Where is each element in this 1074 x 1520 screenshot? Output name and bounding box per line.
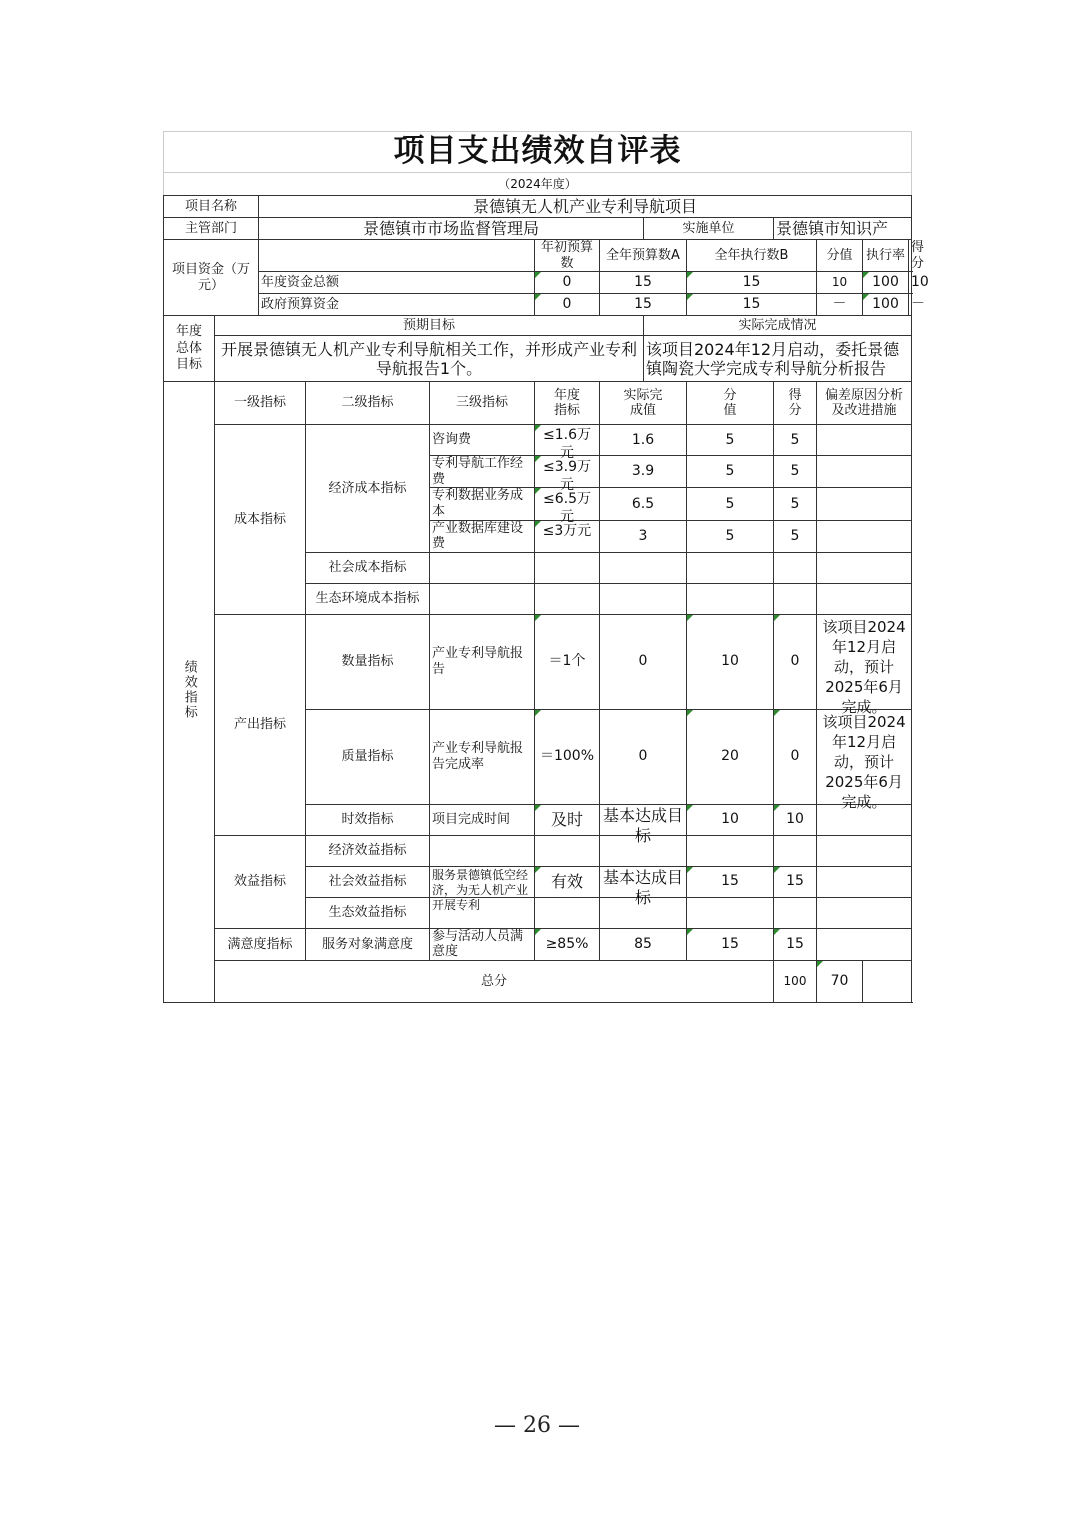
goal-actual-header: 实际完成情况	[644, 316, 912, 336]
funds-score: －	[909, 294, 912, 316]
indicator-actual: 6.5	[600, 488, 687, 520]
indicator-score: 5	[774, 488, 817, 520]
benefit-eco-level2: 生态效益指标	[306, 897, 430, 928]
indicator-score: 0	[774, 709, 817, 804]
indicator-target	[535, 583, 600, 614]
indicator-actual: 0	[600, 614, 687, 709]
project-name: 景德镇无人机产业专利导航项目	[259, 196, 912, 218]
funds-rate: 100	[863, 272, 909, 294]
total-value: 100	[774, 960, 817, 1002]
unit-label: 实施单位	[644, 218, 774, 240]
indicator-name: 产业专利导航报告	[430, 614, 535, 709]
indicator-value: 5	[687, 488, 774, 520]
indicator-name: 专利导航工作经费	[430, 456, 535, 488]
indicator-actual: 85	[600, 928, 687, 960]
goal-label: 年度总体目标	[164, 316, 215, 382]
indicator-name: 产业数据库建设费	[430, 520, 535, 552]
performance-table	[163, 131, 929, 1003]
goal-expected-header: 预期目标	[215, 316, 644, 336]
satisfaction-level1: 满意度指标	[215, 928, 306, 960]
indicator-target: ≥85%	[535, 928, 600, 960]
indicator-name	[430, 583, 535, 614]
funds-header-initial: 年初预算数	[535, 240, 600, 272]
indicator-name: 参与活动人员满意度	[430, 928, 535, 960]
indicator-name	[430, 552, 535, 583]
funds-header-score: 得分	[909, 240, 912, 272]
indicator-reason	[817, 928, 912, 960]
indicator-target: ＝1个	[535, 614, 600, 709]
output-timeliness-level2: 时效指标	[306, 804, 430, 835]
indicator-name	[430, 835, 535, 866]
dept-label: 主管部门	[164, 218, 259, 240]
indicator-score: 10	[774, 804, 817, 835]
indicator-reason	[817, 866, 912, 897]
indicator-value: 20	[687, 709, 774, 804]
indicator-reason	[817, 456, 912, 488]
indicator-reason	[817, 488, 912, 520]
cost-social-level2: 社会成本指标	[306, 552, 430, 583]
cost-eco-level2: 生态环境成本指标	[306, 583, 430, 614]
indicator-value	[687, 835, 774, 866]
total-label: 总分	[215, 960, 774, 1002]
indicator-value	[687, 552, 774, 583]
funds-label: 项目资金（万元）	[164, 240, 259, 316]
indicator-value: 5	[687, 456, 774, 488]
goal-actual: 该项目2024年12月启动，委托景德镇陶瓷大学完成专利导航分析报告	[644, 336, 912, 382]
indicator-actual: 1.6	[600, 425, 687, 456]
cost-level1: 成本指标	[215, 425, 306, 615]
header-level3: 三级指标	[430, 382, 535, 425]
funds-header-executed: 全年执行数B	[687, 240, 817, 272]
header-level2: 二级指标	[306, 382, 430, 425]
unit-value: 景德镇市知识产	[774, 218, 912, 240]
year-label: （2024年度）	[164, 173, 912, 196]
indicator-value: 10	[687, 614, 774, 709]
indicator-reason	[817, 583, 912, 614]
header-reason: 偏差原因分析及改进措施	[817, 382, 912, 425]
indicator-target: ≤3万元	[535, 520, 600, 552]
cost-economic-level2: 经济成本指标	[306, 425, 430, 553]
indicator-score: 0	[774, 614, 817, 709]
indicator-score	[774, 552, 817, 583]
indicator-value	[687, 897, 774, 928]
page-title: 项目支出绩效自评表	[164, 132, 912, 173]
funds-header-rate: 执行率	[863, 240, 909, 272]
funds-executed: 15	[687, 294, 817, 316]
header-value: 分值	[687, 382, 774, 425]
indicator-name: 服务景德镇低空经济，为无人机产业开展专利	[430, 866, 535, 897]
indicator-value: 15	[687, 928, 774, 960]
indicator-actual: 3.9	[600, 456, 687, 488]
header-level1: 一级指标	[215, 382, 306, 425]
performance-table-sheet	[163, 131, 929, 1003]
indicator-actual	[600, 583, 687, 614]
satisfaction-level2: 服务对象满意度	[306, 928, 430, 960]
header-score: 得分	[774, 382, 817, 425]
indicator-value: 5	[687, 425, 774, 456]
output-level1: 产出指标	[215, 614, 306, 835]
page-number: — 26 —	[494, 1413, 580, 1438]
indicator-score: 15	[774, 866, 817, 897]
funds-initial: 0	[535, 294, 600, 316]
output-quantity-level2: 数量指标	[306, 614, 430, 709]
indicator-value: 15	[687, 866, 774, 897]
funds-rate: 100	[863, 294, 909, 316]
project-name-label: 项目名称	[164, 196, 259, 218]
funds-executed: 15	[687, 272, 817, 294]
funds-annual: 15	[600, 272, 687, 294]
indicator-actual: 3	[600, 520, 687, 552]
indicator-reason: 该项目2024年12月启动，预计2025年6月完成。	[817, 709, 912, 804]
benefit-social-level2: 社会效益指标	[306, 866, 430, 897]
funds-row-name: 政府预算资金	[259, 294, 535, 316]
benefit-level1: 效益指标	[215, 835, 306, 928]
indicator-actual: 0	[600, 709, 687, 804]
indicator-score: 5	[774, 456, 817, 488]
indicator-name: 产业专利导航报告完成率	[430, 709, 535, 804]
funds-header-score-value: 分值	[817, 240, 863, 272]
header-actual: 实际完成值	[600, 382, 687, 425]
indicator-target: ≤3.9万元	[535, 456, 600, 488]
indicator-reason	[817, 552, 912, 583]
indicator-actual: 基本达成目标	[600, 804, 687, 835]
dept-value: 景德镇市市场监督管理局	[259, 218, 644, 240]
header-target: 年度指标	[535, 382, 600, 425]
funds-initial: 0	[535, 272, 600, 294]
indicator-reason	[817, 897, 912, 928]
indicator-target	[535, 552, 600, 583]
indicator-actual	[600, 552, 687, 583]
funds-row-name: 年度资金总额	[259, 272, 535, 294]
indicator-score: 5	[774, 520, 817, 552]
indicator-name: 专利数据业务成本	[430, 488, 535, 520]
total-reason	[863, 960, 912, 1002]
indicator-actual: 基本达成目标	[600, 866, 687, 897]
indicator-reason	[817, 425, 912, 456]
indicator-name: 项目完成时间	[430, 804, 535, 835]
indicator-reason: 该项目2024年12月启动，预计2025年6月完成。	[817, 614, 912, 709]
indicator-value	[687, 583, 774, 614]
funds-score-value: 10	[817, 272, 863, 294]
total-score: 70	[817, 960, 863, 1002]
output-quality-level2: 质量指标	[306, 709, 430, 804]
indicators-section-label: 绩效指标	[164, 382, 215, 1003]
indicator-target: ≤6.5万元	[535, 488, 600, 520]
indicator-name: 咨询费	[430, 425, 535, 456]
indicator-value: 10	[687, 804, 774, 835]
benefit-economic-level2: 经济效益指标	[306, 835, 430, 866]
indicator-target: 有效	[535, 866, 600, 897]
goal-expected: 开展景德镇无人机产业专利导航相关工作，并形成产业专利导航报告1个。	[215, 336, 644, 382]
indicator-target: ≤1.6万元	[535, 425, 600, 456]
funds-score: 10	[909, 272, 912, 294]
indicator-reason	[817, 520, 912, 552]
indicator-value: 5	[687, 520, 774, 552]
funds-header-blank	[259, 240, 535, 272]
indicator-target	[535, 835, 600, 866]
indicator-target: 及时	[535, 804, 600, 835]
indicator-score	[774, 897, 817, 928]
funds-annual: 15	[600, 294, 687, 316]
indicator-score: 15	[774, 928, 817, 960]
funds-score-value: －	[817, 294, 863, 316]
indicator-reason	[817, 835, 912, 866]
indicator-score	[774, 583, 817, 614]
indicator-score	[774, 835, 817, 866]
funds-header-annual: 全年预算数A	[600, 240, 687, 272]
indicator-score: 5	[774, 425, 817, 456]
indicator-target	[535, 897, 600, 928]
indicator-target: ＝100%	[535, 709, 600, 804]
